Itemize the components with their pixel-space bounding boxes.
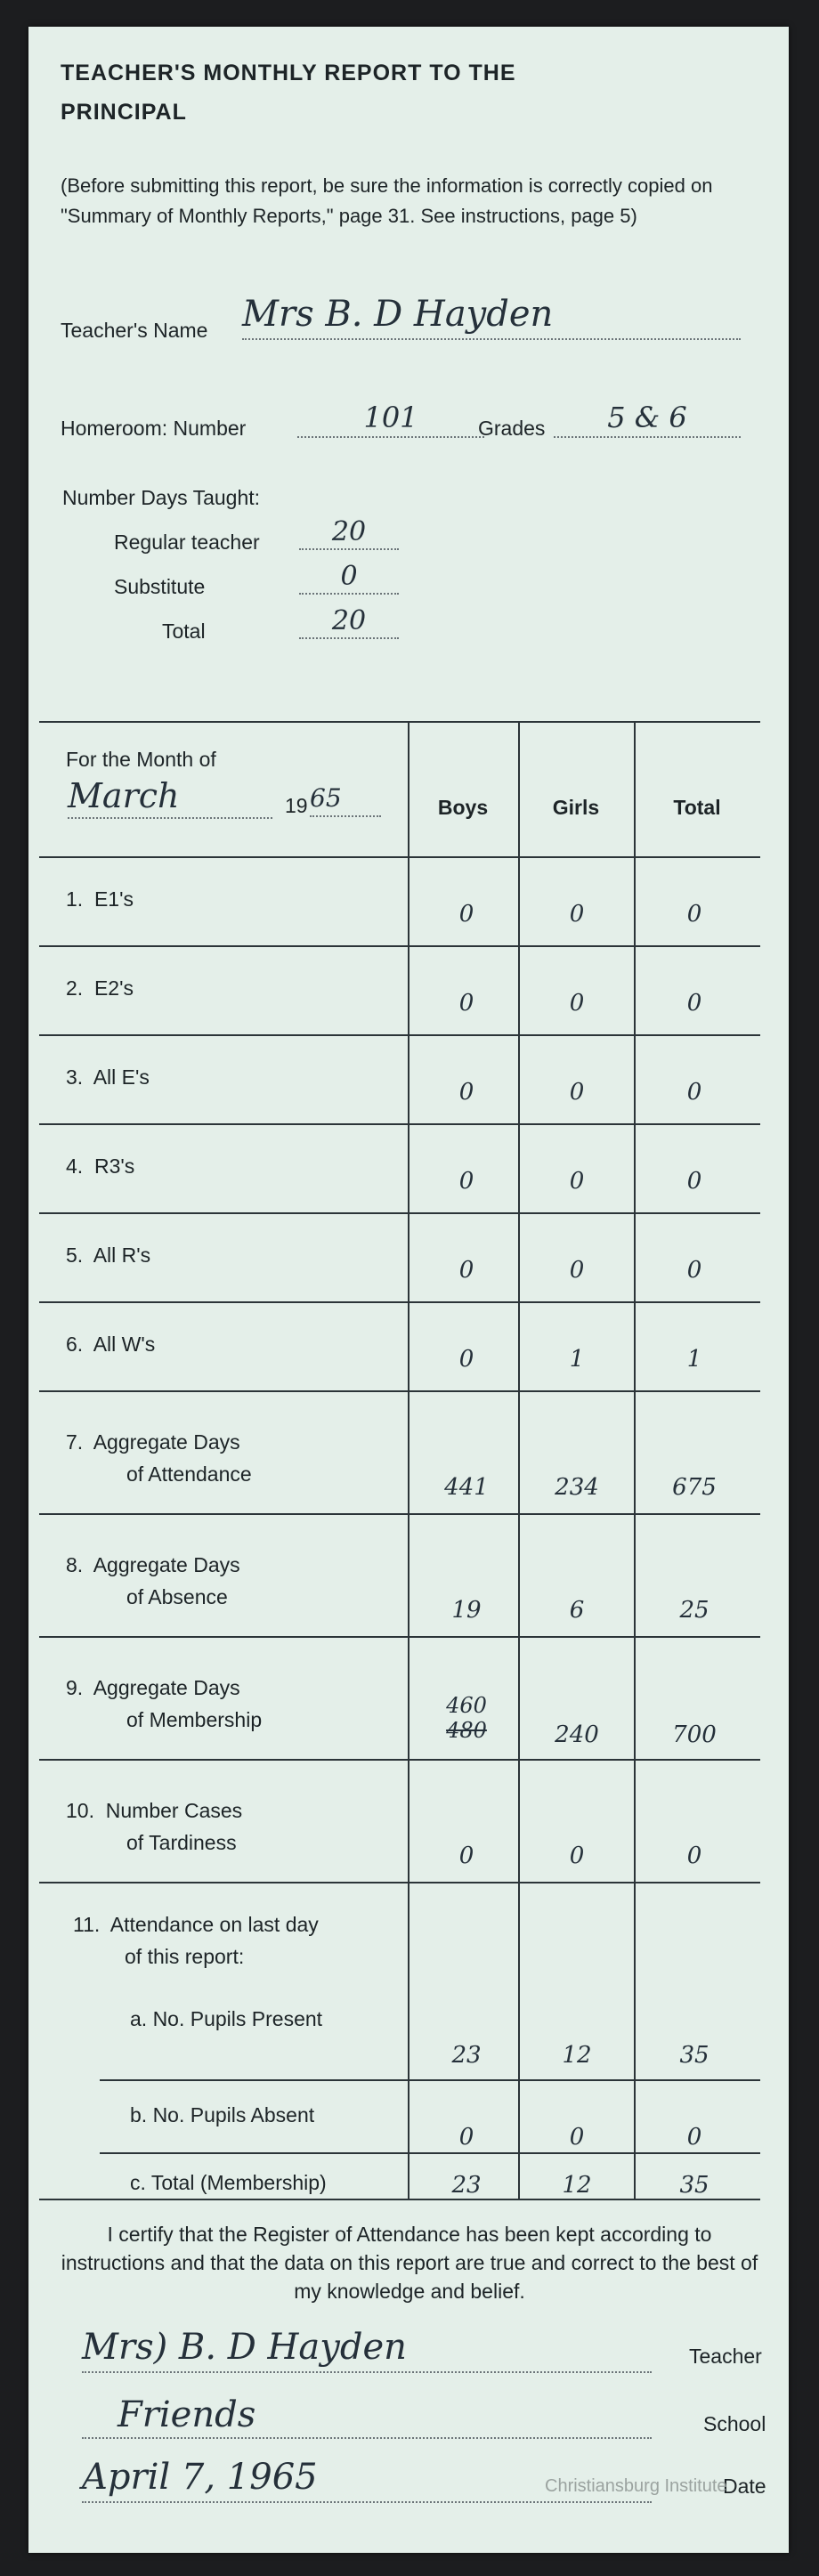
simple-rows xyxy=(28,856,789,1390)
row-num: 7. xyxy=(66,1430,84,1454)
year-value: 65 xyxy=(310,783,381,817)
cell-total: 675 xyxy=(672,1474,717,1501)
col-header-girls: Girls xyxy=(552,796,600,819)
attendance-last-day xyxy=(28,1882,789,2199)
cell-boys: 0 xyxy=(458,1079,474,1106)
row-rule xyxy=(100,2079,760,2081)
watermark: Christiansburg Institute xyxy=(545,2476,727,2496)
cell-girls: 0 xyxy=(569,990,585,1017)
report-form xyxy=(28,27,789,2553)
row-rule xyxy=(39,1034,760,1036)
membership-boys: 23 xyxy=(451,2172,482,2199)
instructions-note: (Before submitting this report, be sure the information is correctly copied on "Summary of Monthly Reports," page 31. See instructions, page 5) xyxy=(61,174,713,227)
school-sig-label: School xyxy=(703,2412,766,2435)
row-label: E1's xyxy=(93,887,134,911)
row-rule xyxy=(39,1123,760,1125)
cell-total: 0 xyxy=(686,1843,702,1869)
row-label: All E's xyxy=(93,1065,150,1089)
total-days-label: Total xyxy=(162,620,206,643)
table-top-rule xyxy=(39,721,760,723)
cell-girls: 0 xyxy=(569,1079,585,1106)
cell-boys: 0 xyxy=(458,901,474,928)
year-prefix: 19 xyxy=(285,794,308,817)
row-num: 9. xyxy=(66,1676,84,1699)
cell-boys: 0 xyxy=(458,990,474,1017)
row-rule xyxy=(39,1301,760,1303)
present-girls: 12 xyxy=(562,2042,592,2069)
row-num: 11. xyxy=(73,1913,101,1936)
absent-girls: 0 xyxy=(569,2124,585,2151)
school-signature: Friends xyxy=(82,2394,652,2439)
cell-girls: 240 xyxy=(555,1721,599,1748)
row-label-2: of this report: xyxy=(125,1945,245,1968)
present-label: a. No. Pupils Present xyxy=(130,2007,323,2030)
month-label: For the Month of xyxy=(66,748,216,771)
certification-text: I certify that the Register of Attendance has been kept according to instructions and that the data on this report are true and correct to the best of my knowledge and belief. xyxy=(61,2223,758,2303)
membership-label: c. Total (Membership) xyxy=(130,2171,327,2194)
present-total: 35 xyxy=(679,2042,710,2069)
table-bottom-rule xyxy=(39,2199,760,2200)
cell-girls: 6 xyxy=(569,1597,585,1624)
row-num: 2. xyxy=(66,976,84,1000)
absent-total: 0 xyxy=(686,2124,702,2151)
table-row xyxy=(66,1061,150,1093)
cell-boys: 19 xyxy=(451,1597,482,1624)
regular-teacher-label: Regular teacher xyxy=(114,531,260,554)
row-label-2: of Attendance xyxy=(126,1462,252,1486)
row-label-2: of Membership xyxy=(126,1708,263,1731)
row-label: E2's xyxy=(93,976,134,1000)
table-row xyxy=(66,1239,150,1271)
cell-total: 0 xyxy=(686,1168,702,1195)
col-header-total: Total xyxy=(673,796,721,819)
absent-label: b. No. Pupils Absent xyxy=(130,2103,315,2126)
aggregate-rows xyxy=(28,1390,789,1882)
cell-boys: 460 xyxy=(446,1693,487,1718)
cell-total: 25 xyxy=(679,1597,710,1624)
regular-teacher-value: 20 xyxy=(299,516,399,550)
table-row xyxy=(66,1426,252,1490)
table-row xyxy=(66,972,134,1004)
table-row xyxy=(66,1672,262,1736)
table-row xyxy=(66,1328,155,1360)
cell-total: 1 xyxy=(686,1346,702,1373)
row-rule xyxy=(39,1759,760,1761)
cell-boys: 0 xyxy=(458,1168,474,1195)
row-label: Attendance on last day xyxy=(109,1913,319,1936)
row-rule xyxy=(39,1513,760,1515)
membership-girls: 12 xyxy=(562,2172,592,2199)
teacher-sig-label: Teacher xyxy=(689,2345,762,2368)
cell-girls: 0 xyxy=(569,1257,585,1284)
table-row xyxy=(66,1794,242,1859)
cell-girls: 1 xyxy=(569,1346,585,1373)
table-row xyxy=(66,883,134,915)
row-label: Aggregate Days xyxy=(93,1676,240,1699)
row-rule xyxy=(100,2152,760,2154)
row-num: 1. xyxy=(66,887,84,911)
row-rule xyxy=(39,945,760,947)
cell-boys: 0 xyxy=(458,1257,474,1284)
row-label: Aggregate Days xyxy=(93,1430,240,1454)
col-header-boys: Boys xyxy=(437,796,489,819)
month-value: March xyxy=(68,776,272,819)
row-label-2: of Tardiness xyxy=(126,1831,237,1854)
cell-girls: 234 xyxy=(555,1474,599,1501)
row-num: 6. xyxy=(66,1333,84,1356)
cell-girls: 0 xyxy=(569,1168,585,1195)
cell-total: 0 xyxy=(686,1079,702,1106)
page-title: TEACHER'S MONTHLY REPORT TO THE PRINCIPAL xyxy=(61,61,516,125)
row-num: 5. xyxy=(66,1243,84,1267)
homeroom-number: 101 xyxy=(297,401,484,438)
absent-boys: 0 xyxy=(458,2124,474,2151)
row-rule xyxy=(39,1212,760,1214)
teacher-signature: Mrs) B. D Hayden xyxy=(82,2327,652,2373)
substitute-value: 0 xyxy=(299,561,399,595)
row-num: 4. xyxy=(66,1154,84,1178)
days-taught-label: Number Days Taught: xyxy=(62,486,261,509)
cell-boys: 0 xyxy=(458,1346,474,1373)
table-row xyxy=(66,1549,240,1613)
cell-boys-struck: 480 xyxy=(446,1718,487,1743)
row-label: R3's xyxy=(93,1154,135,1178)
total-days-value: 20 xyxy=(299,605,399,639)
row-label: All W's xyxy=(93,1333,156,1356)
row-rule xyxy=(39,1636,760,1638)
row-label-2: of Absence xyxy=(126,1585,228,1608)
date-sig-label: Date xyxy=(723,2475,766,2498)
row-label: All R's xyxy=(93,1243,151,1267)
date-signature: April 7, 1965 xyxy=(82,2457,652,2503)
membership-total: 35 xyxy=(679,2172,710,2199)
present-boys: 23 xyxy=(451,2042,482,2069)
teacher-name-value: Mrs B. D Hayden xyxy=(242,294,741,340)
cell-girls: 0 xyxy=(569,1843,585,1869)
cell-total: 0 xyxy=(686,990,702,1017)
row-num: 10. xyxy=(66,1799,94,1822)
row-num: 8. xyxy=(66,1553,84,1576)
substitute-label: Substitute xyxy=(114,575,206,598)
cell-total: 0 xyxy=(686,901,702,928)
cell-total: 700 xyxy=(672,1721,717,1748)
homeroom-label: Homeroom: Number xyxy=(61,417,247,440)
cell-boys: 0 xyxy=(458,1843,474,1869)
row-label: Number Cases xyxy=(105,1799,243,1822)
row11-label xyxy=(73,1908,319,1973)
grades-value: 5 & 6 xyxy=(554,401,741,438)
table-row xyxy=(66,1150,134,1182)
cell-girls: 0 xyxy=(569,901,585,928)
cell-total: 0 xyxy=(686,1257,702,1284)
teacher-name-label: Teacher's Name xyxy=(61,319,208,342)
cell-boys: 441 xyxy=(444,1474,489,1501)
grades-label: Grades xyxy=(478,417,546,440)
row-num: 3. xyxy=(66,1065,84,1089)
row-label: Aggregate Days xyxy=(93,1553,240,1576)
